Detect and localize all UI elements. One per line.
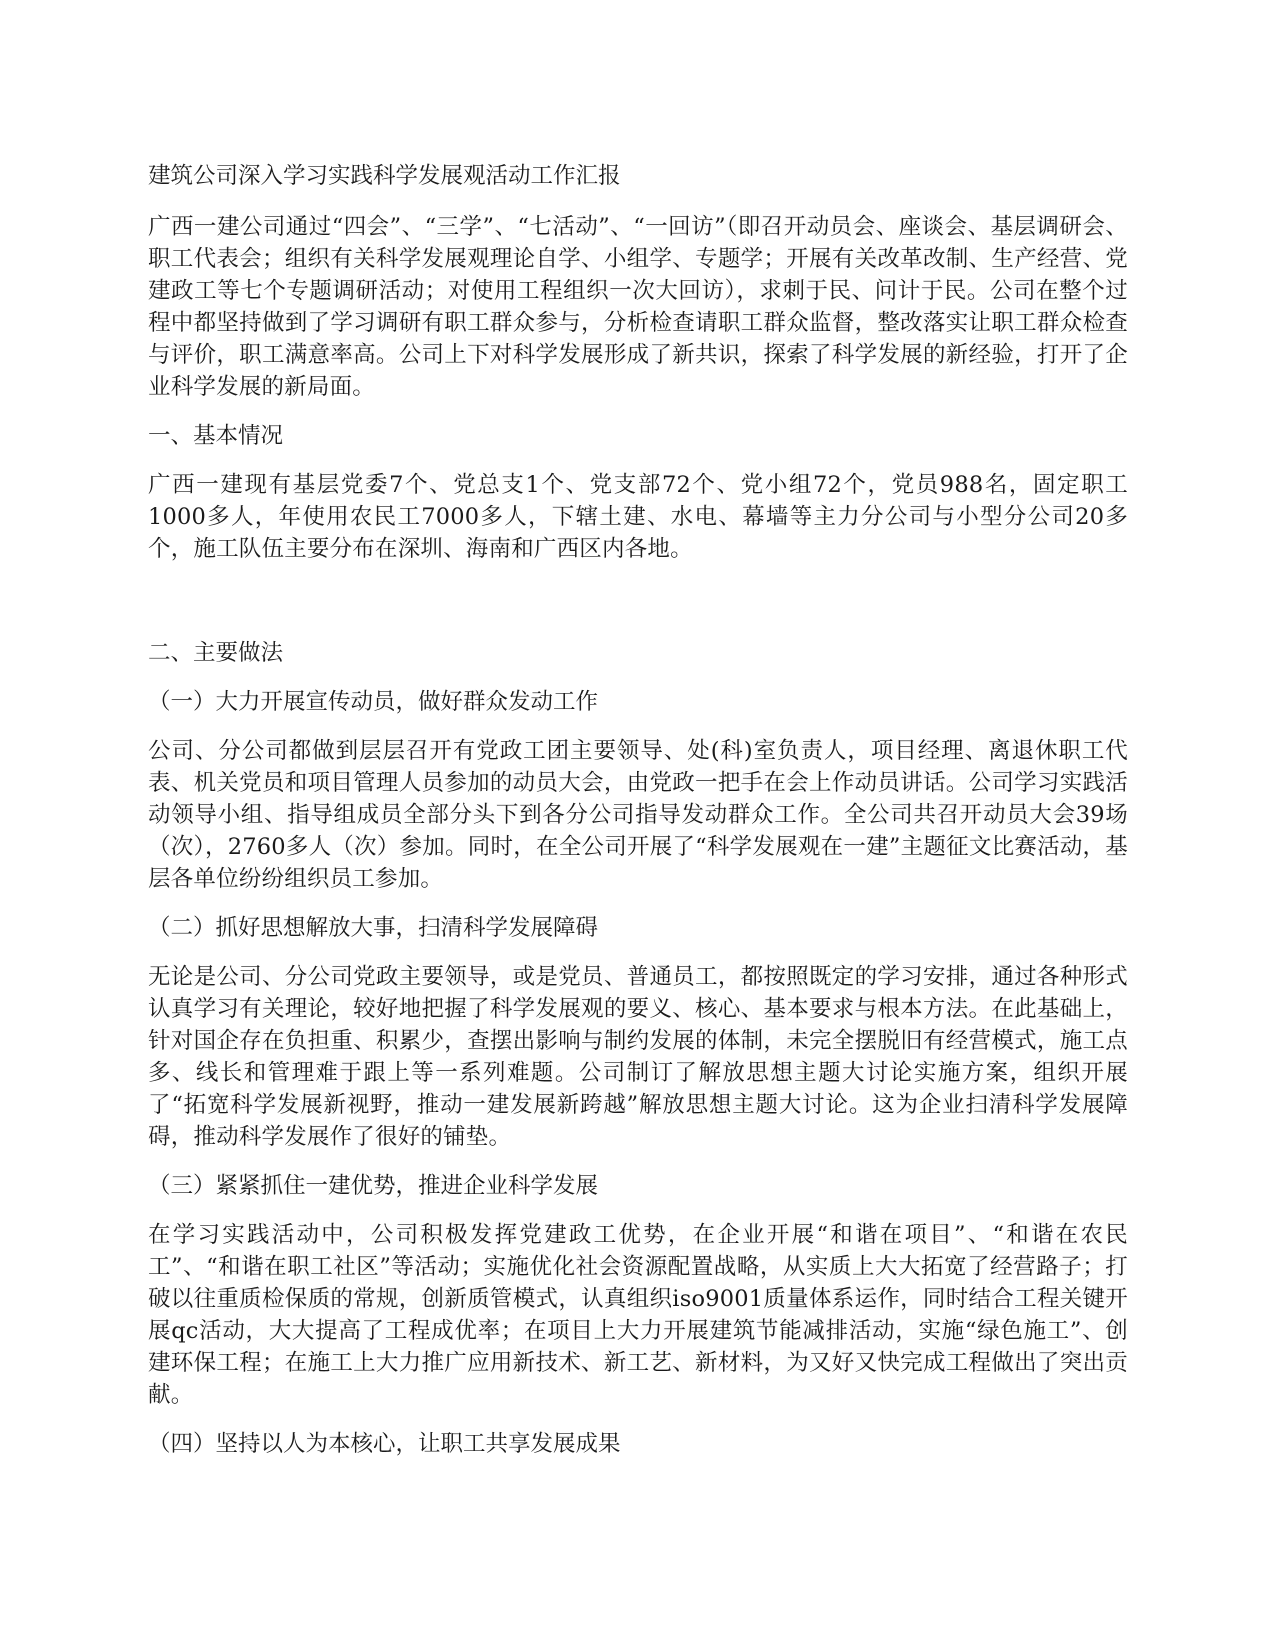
- section-spacer: [148, 582, 1128, 637]
- section-heading-main-methods: 二、主要做法: [148, 640, 284, 666]
- subsection-heading-1: （一）大力开展宣传动员，做好群众发动工作: [148, 689, 599, 715]
- subsection-heading-4: （四）坚持以人为本核心，让职工共享发展成果: [148, 1431, 621, 1457]
- subsection-heading-3: （三）紧紧抓住一建优势，推进企业科学发展: [148, 1173, 599, 1199]
- intro-paragraph: 广西一建公司通过“四会”、“三学”、“七活动”、“一回访”（即召开动员会、座谈会、基层调研会、职工代表会；组织有关科学发展观理论自学、小组学、专题学；开展有关改革改制、生产经营、党建政工等七个专题调研活动；对使用工程组织一次大回访），求刺于民、问计于民。公司在整个过程中都坚持做到了学习调研有职工群众参与，分析检查请职工群众监督，整改落实让职工群众检查与评价，职工满意率高。公司上下对科学发展形成了新共识，探索了科学发展的新经验，打开了企业科学发展的新局面。: [148, 214, 1128, 400]
- section-heading-basic-situation: 一、基本情况: [148, 423, 284, 449]
- document-title: 建筑公司深入学习实践科学发展观活动工作汇报: [148, 163, 621, 189]
- subsection-paragraph-3: 在学习实践活动中，公司积极发挥党建政工优势，在企业开展“和谐在项目”、“和谐在农民工”、“和谐在职工社区”等活动；实施优化社会资源配置战略，从实质上大大拓宽了经营路子；打破以往重质检保质的常规，创新质管模式，认真组织iso9001质量体系运作，同时结合工程关键开展qc活动，大大提高了工程成优率；在项目上大力开展建筑节能减排活动，实施“绿色施工”、创建环保工程；在施工上大力推广应用新技术、新工艺、新材料，为又好又快完成工程做出了突出贡献。: [148, 1222, 1128, 1408]
- subsection-heading-2: （二）抓好思想解放大事，扫清科学发展障碍: [148, 915, 599, 941]
- subsection-paragraph-1: 公司、分公司都做到层层召开有党政工团主要领导、处(科)室负责人，项目经理、离退休职工代表、机关党员和项目管理人员参加的动员大会，由党政一把手在会上作动员讲话。公司学习实践活动领导小组、指导组成员全部分头下到各分公司指导发动群众工作。全公司共召开动员大会39场（次），2760多人（次）参加。同时，在全公司开展了“科学发展观在一建”主题征文比赛活动，基层各单位纷纷组织员工参加。: [148, 738, 1128, 892]
- document-page: [148, 160, 1128, 1477]
- basic-situation-paragraph: 广西一建现有基层党委7个、党总支1个、党支部72个、党小组72个，党员988名，固定职工1000多人，年使用农民工7000多人，下辖土建、水电、幕墙等主力分公司与小型分公司20多个，施工队伍主要分布在深圳、海南和广西区内各地。: [148, 472, 1128, 562]
- subsection-paragraph-2: 无论是公司、分公司党政主要领导，或是党员、普通员工，都按照既定的学习安排，通过各种形式认真学习有关理论，较好地把握了科学发展观的要义、核心、基本要求与根本方法。在此基础上，针对国企存在负担重、积累少，查摆出影响与制约发展的体制，未完全摆脱旧有经营模式，施工点多、线长和管理难于跟上等一系列难题。公司制订了解放思想主题大讨论实施方案，组织开展了“拓宽科学发展新视野，推动一建发展新跨越”解放思想主题大讨论。这为企业扫清科学发展障碍，推动科学发展作了很好的铺垫。: [148, 964, 1128, 1150]
